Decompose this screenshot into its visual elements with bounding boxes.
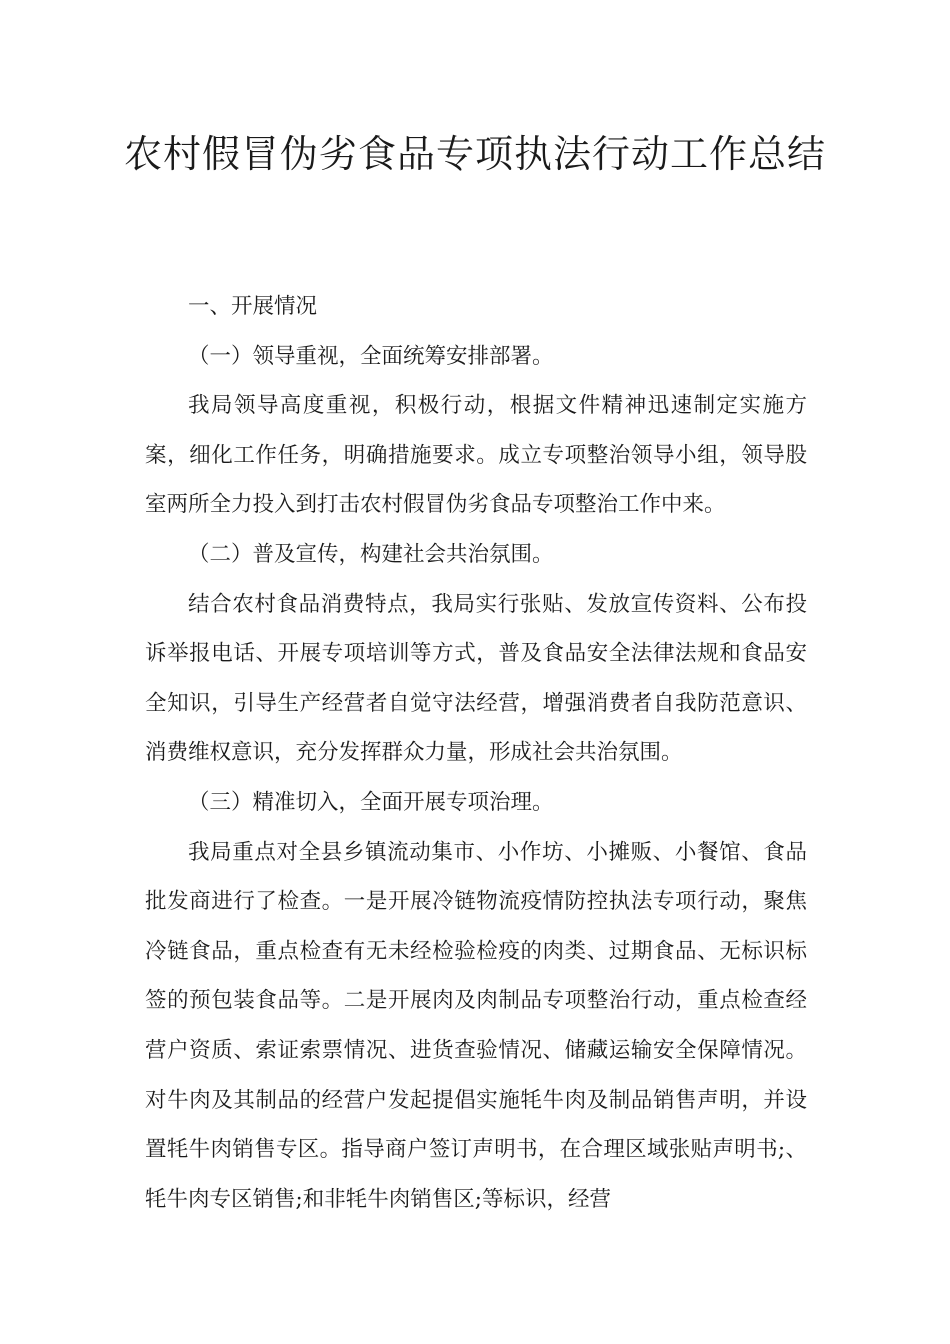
document-title: 农村假冒伪劣食品专项执法行动工作总结 xyxy=(123,132,826,176)
body-paragraph: 我局重点对全县乡镇流动集市、小作坊、小摊贩、小餐馆、食品批发商进行了检查。一是开展冷链物流疫情防控执法专项行动，聚焦冷链食品，重点检查有无未经检验检疫的肉类、过期食品、无标识标签的预包装食品等。二是开展肉及肉制品专项整治行动，重点检查经营户资质、索证索票情况、进货查验情况、储藏运输安全保障情况。对牛肉及其制品的经营户发起提倡实施牦牛肉及制品销售声明，并设置牦牛肉销售专区。指导商户签订声明书，在合理区域张贴声明书;、牦牛肉专区销售;和非牦牛肉销售区;等标识，经营 xyxy=(145,839,807,1212)
subsection-heading: （三）精准切入，全面开展专项治理。 xyxy=(188,789,554,815)
document-body xyxy=(145,282,807,1224)
section-heading: 一、开展情况 xyxy=(188,294,318,319)
subsection-heading: （二）普及宣传，构建社会共治氛围。 xyxy=(188,541,554,567)
subsection-heading: （一）领导重视，全面统筹安排部署。 xyxy=(188,343,554,369)
body-paragraph: 结合农村食品消费特点，我局实行张贴、发放宣传资料、公布投诉举报电话、开展专项培训等方式，普及食品安全法律法规和食品安全知识，引导生产经营者自觉守法经营，增强消费者自我防范意识、消费维权意识，充分发挥群众力量，形成社会共治氛围。 xyxy=(145,591,807,766)
body-paragraph: 我局领导高度重视，积极行动，根据文件精神迅速制定实施方案，细化工作任务，明确措施要求。成立专项整治领导小组，领导股室两所全力投入到打击农村假冒伪劣食品专项整治工作中来。 xyxy=(145,393,807,518)
